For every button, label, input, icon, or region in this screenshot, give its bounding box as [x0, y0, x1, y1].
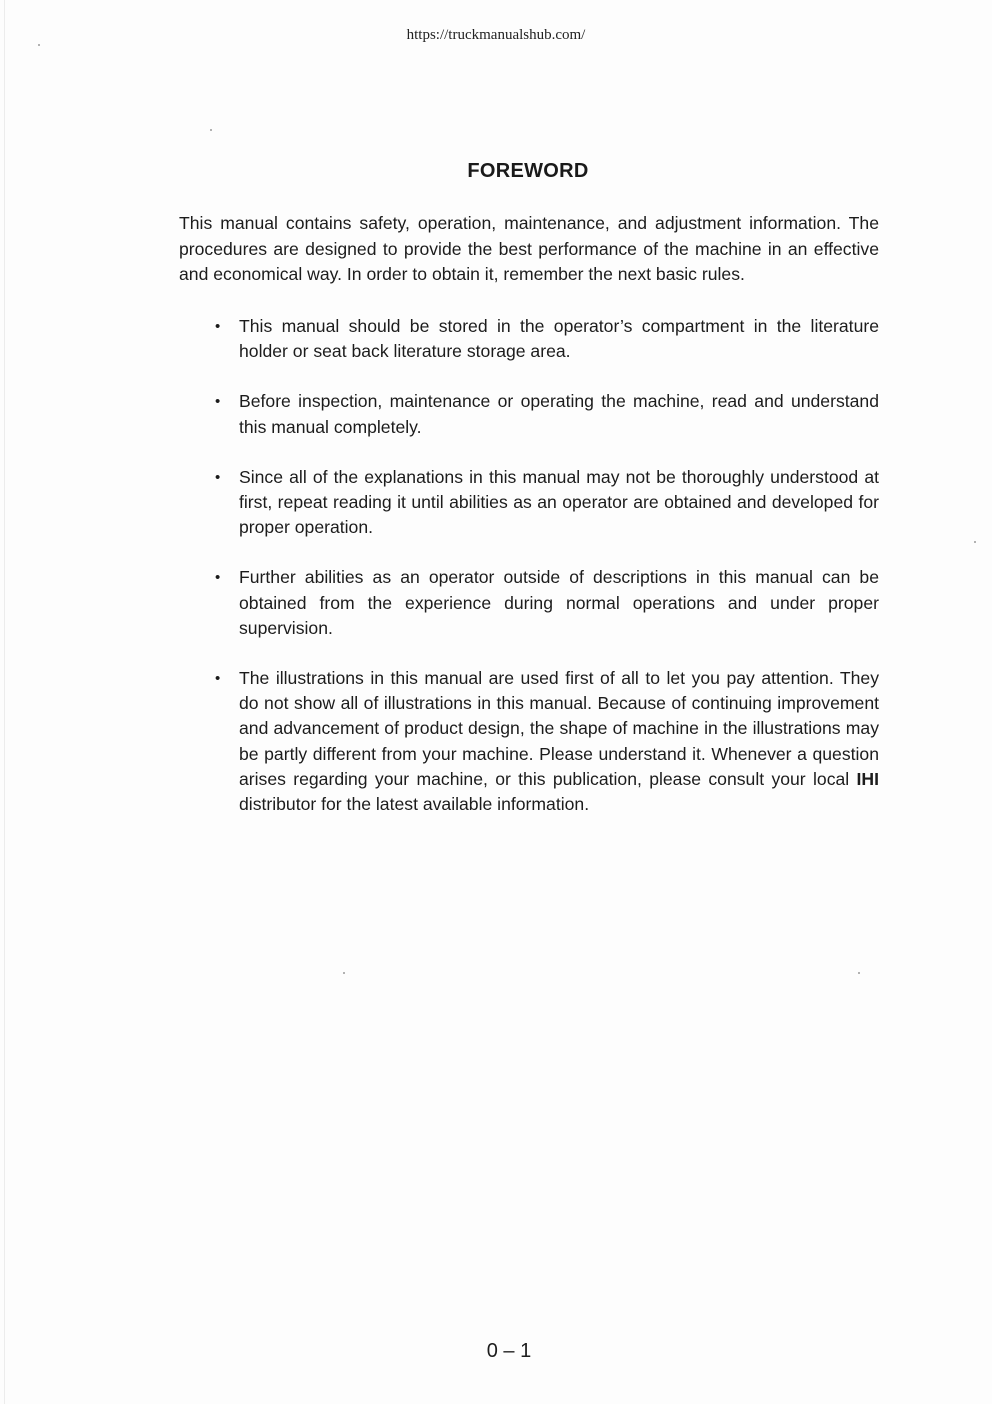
bullet-icon: • [215, 393, 221, 411]
scan-speck [858, 972, 860, 974]
list-item-text: Before inspection, maintenance or operating the machine, read and understand this manual completely. [239, 391, 879, 437]
bullet-icon: • [215, 569, 221, 587]
brand-name: IHI [856, 768, 879, 789]
bullet-icon: • [215, 670, 221, 688]
list-item-text: Since all of the explanations in this manual may not be thoroughly understood at first, repeat reading it until abilities as an operator are obtained and developed for proper operation. [239, 466, 879, 538]
list-item [212, 465, 879, 541]
list-item-text: Further abilities as an operator outside of descriptions in this manual can be obtained from the experience during normal operations and under proper supervision. [239, 567, 879, 638]
scan-speck [974, 541, 976, 543]
source-url: https://truckmanualshub.com/ [406, 27, 586, 43]
list-item-text-start: The illustrations in this manual are used first of all to let you pay attention. They do not show all of illustrations in this manual. Because of continuing improvement and advancement of product design, the shape of machine in the illustrations may be partly different from your machine. Please understand it. Whenever a question arises regarding your machine, or this publication, please consult your local [239, 668, 879, 789]
bullet-icon: • [215, 468, 221, 486]
scan-speck [343, 972, 345, 974]
list-item-text: This manual should be stored in the operator’s compartment in the literature holder or seat back literature storage area. [239, 316, 879, 362]
scan-speck [38, 44, 40, 46]
bullet-icon: • [215, 318, 221, 335]
rules-list [212, 314, 879, 842]
page-title: FOREWORD [467, 160, 589, 182]
list-item [212, 314, 879, 364]
list-item [212, 389, 879, 439]
scan-edge [4, 0, 5, 1404]
scan-speck [210, 129, 212, 131]
list-item-text [239, 668, 879, 814]
page-number: 0 – 1 [486, 1340, 532, 1362]
list-item [212, 666, 879, 817]
list-item [212, 565, 879, 641]
intro-paragraph: This manual contains safety, operation, maintenance, and adjustment information. The procedures are designed to provide the best performance of the machine in an effective and economical way. In order to obtain it, remember the next basic rules. [179, 213, 879, 284]
list-item-text-end: distributor for the latest available information. [239, 794, 590, 815]
